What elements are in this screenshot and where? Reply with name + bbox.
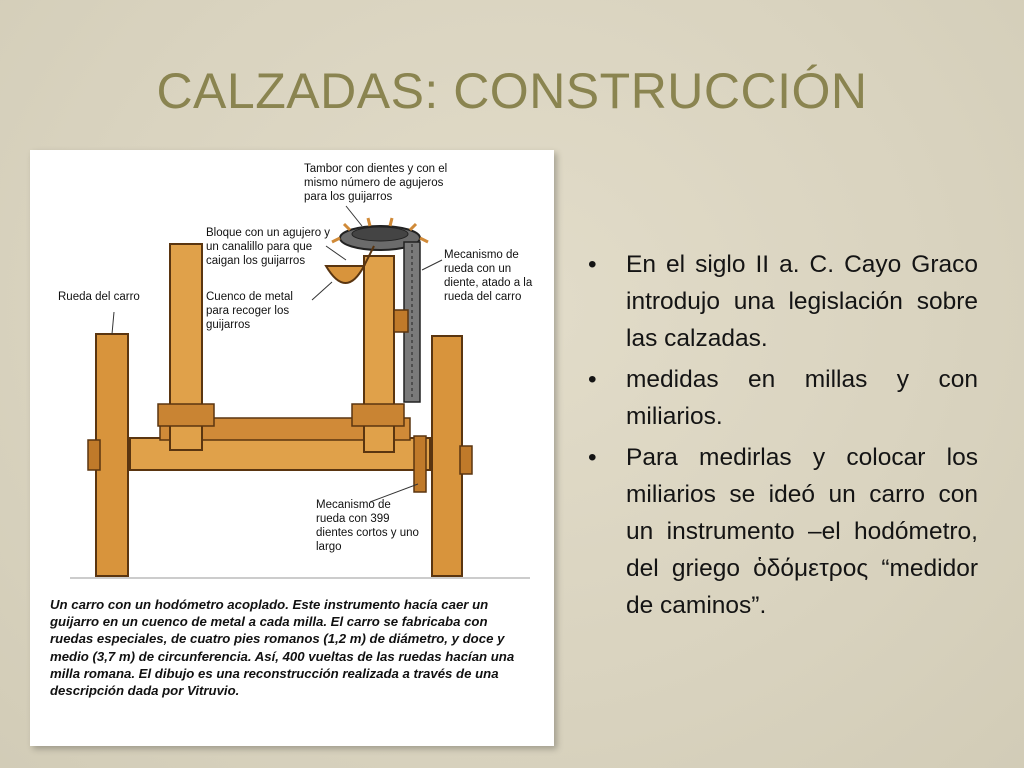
label-block: Bloque con un agujero y un canalillo para que caigan los guijarros	[206, 227, 331, 267]
label-399-tooth-mechanism: Mecanismo de rueda con 399 dientes cortos y uno largo	[316, 499, 419, 553]
label-drum: Tambor con dientes y con el mismo número de agujeros para los guijarros	[304, 163, 448, 203]
bullet-text: Para medirlas y colocar los miliarios se ideó un carro con un instrumento –el hodómetro, del griego ὁδόμετρος “medidor de caminos”.	[626, 444, 978, 619]
bullet-item	[588, 361, 978, 435]
metal-bowl	[326, 266, 364, 283]
bullet-text: En el siglo II a. C. Cayo Graco introdujo una legislación sobre las calzadas.	[626, 251, 978, 352]
left-post-bracket	[158, 404, 214, 426]
right-hub	[460, 446, 472, 474]
bullet-marker: •	[588, 251, 597, 278]
right-post-bracket	[352, 404, 404, 426]
lower-gear-399	[414, 436, 426, 492]
drum-top	[352, 227, 408, 241]
left-wheel	[96, 334, 128, 576]
gear-tooth-mechanism	[394, 310, 408, 332]
odometer-figure	[30, 150, 554, 746]
label-one-tooth-mechanism: Mecanismo de rueda con un diente, atado a la rueda del carro	[444, 249, 533, 303]
bullet-marker: •	[588, 444, 597, 471]
left-hub	[88, 440, 100, 470]
bullet-item	[588, 246, 978, 357]
bullet-marker: •	[588, 366, 597, 393]
bullet-item	[588, 439, 978, 624]
figure-caption: Un carro con un hodómetro acoplado. Este instrumento hacía caer un guijarro en un cuenco de metal a cada milla. El carro se fabricaba con ruedas especiales, de cuatro pies romanos (1,2 m) de diámetro, y doce y medio (3,7 m) de circunferencia. Así, 400 vueltas de las ruedas hacían una milla romana. El dibujo es una reconstrucción realizada a través de una descripción dada por Vitruvio.	[50, 597, 515, 699]
label-bowl: Cuenco de metal para recoger los guijarros	[206, 291, 293, 331]
slide-title: CALZADAS: CONSTRUCCIÓN	[156, 63, 868, 119]
label-cart-wheel: Rueda del carro	[58, 291, 140, 303]
bullet-list	[588, 246, 978, 628]
bullet-text: medidas en millas y con miliarios.	[626, 366, 978, 430]
right-wheel	[432, 336, 462, 576]
